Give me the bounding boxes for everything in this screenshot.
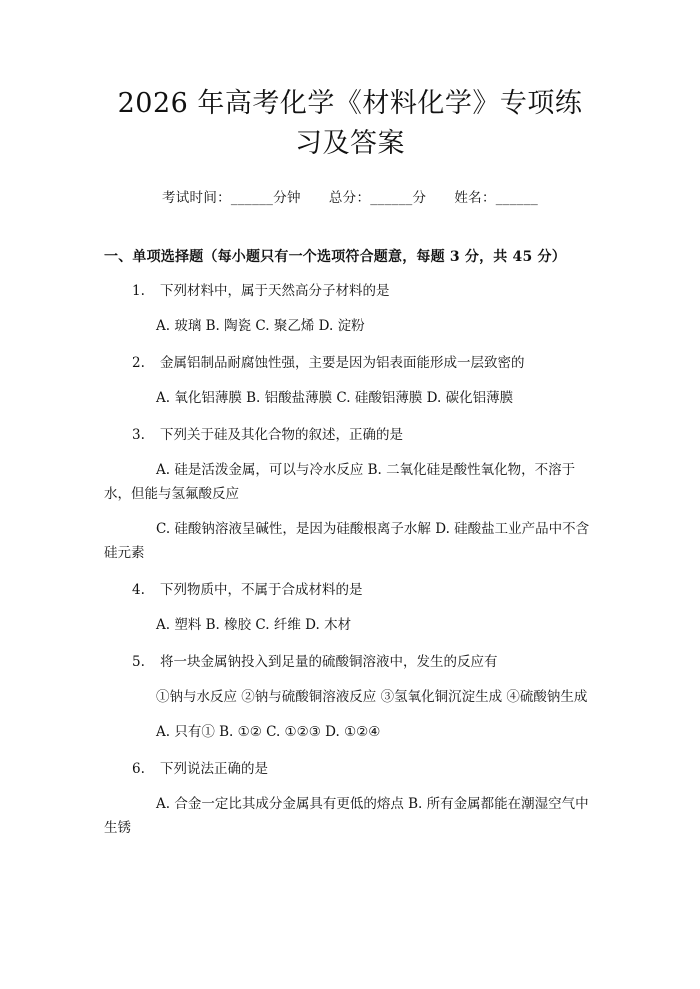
question-number: 3. <box>132 427 145 443</box>
question-stem <box>104 351 596 375</box>
question-text: 下列关于硅及其化合物的叙述，正确的是 <box>160 427 403 443</box>
exam-page <box>0 84 700 989</box>
total-score-field: 总分：______分 <box>328 190 427 206</box>
question-stem <box>104 578 596 602</box>
question-options: A. 氧化铝薄膜 B. 铝酸盐薄膜 C. 硅酸铝薄膜 D. 碳化铝薄膜 <box>156 390 514 406</box>
document-title: 2026 年高考化学《材料化学》专项练习及答案 <box>117 88 583 159</box>
question-number: 5. <box>132 654 145 670</box>
question-stem <box>104 757 596 781</box>
question-options: A. 只有① B. ①② C. ①②③ D. ①②④ <box>156 724 381 740</box>
question-options: A. 硅是活泼金属，可以与冷水反应 B. 二氧化硅是酸性氧化物，不溶于水，但能与氢氟酸反应 <box>104 462 576 502</box>
student-name-field: 姓名：______ <box>454 190 539 206</box>
exam-info-line <box>104 186 596 206</box>
question-number: 2. <box>132 355 145 371</box>
question-options: A. 合金一定比其成分金属具有更低的熔点 B. 所有金属都能在潮湿空气中生锈 <box>104 796 589 836</box>
question-item <box>104 423 596 565</box>
question-stem <box>104 279 596 303</box>
question-number: 1. <box>132 283 145 299</box>
question-item <box>104 757 596 840</box>
question-options: A. 塑料 B. 橡胶 C. 纤维 D. 木材 <box>156 617 352 633</box>
question-item <box>104 351 596 410</box>
question-list <box>104 279 596 840</box>
question-options: ①钠与水反应 ②钠与硫酸铜溶液反应 ③氢氧化铜沉淀生成 ④硫酸钠生成 <box>156 689 588 705</box>
question-item <box>104 578 596 637</box>
question-options: A. 玻璃 B. 陶瓷 C. 聚乙烯 D. 淀粉 <box>156 318 365 334</box>
question-item <box>104 279 596 338</box>
question-number: 6. <box>132 761 145 777</box>
question-text: 下列说法正确的是 <box>160 761 268 777</box>
question-stem <box>104 650 596 674</box>
question-stem <box>104 423 596 447</box>
question-text: 下列材料中，属于天然高分子材料的是 <box>160 283 390 299</box>
question-number: 4. <box>132 582 145 598</box>
question-options: C. 硅酸钠溶液呈碱性，是因为硅酸根离子水解 D. 硅酸盐工业产品中不含硅元素 <box>104 521 590 561</box>
exam-time-field: 考试时间：______分钟 <box>161 190 301 206</box>
question-text: 下列物质中，不属于合成材料的是 <box>160 582 363 598</box>
question-text: 将一块金属钠投入到足量的硫酸铜溶液中，发生的反应有 <box>160 654 498 670</box>
section-heading: 一、单项选择题（每小题只有一个选项符合题意，每题 3 分，共 45 分） <box>104 249 566 265</box>
question-item <box>104 650 596 744</box>
question-text: 金属铝制品耐腐蚀性强，主要是因为铝表面能形成一层致密的 <box>160 355 525 371</box>
